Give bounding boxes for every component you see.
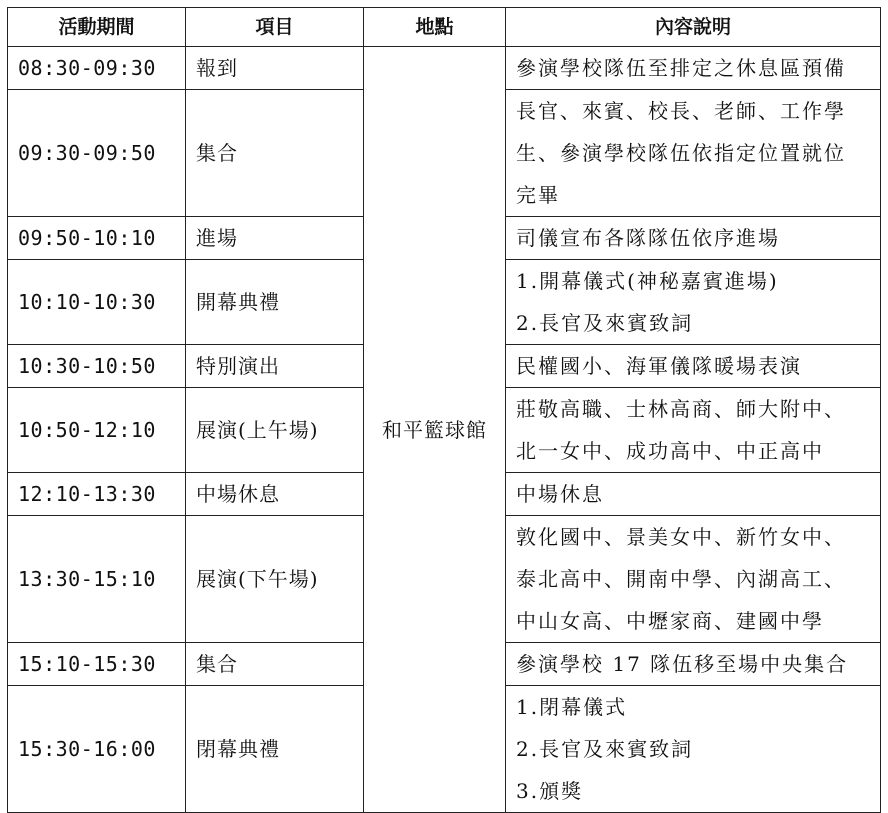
cell-time: 10:30-10:50 (8, 345, 186, 388)
desc-line: 生、參演學校隊伍依指定位置就位 (516, 141, 846, 165)
desc-line: 3.頒獎 (516, 779, 584, 803)
cell-item: 集合 (186, 643, 364, 686)
cell-desc (506, 643, 881, 686)
schedule-table-container (7, 7, 880, 813)
header-desc: 內容說明 (506, 8, 881, 47)
cell-venue: 和平籃球館 (364, 47, 506, 813)
cell-time: 09:50-10:10 (8, 217, 186, 260)
table-row (8, 47, 881, 90)
cell-item: 報到 (186, 47, 364, 90)
cell-desc (506, 686, 881, 813)
cell-desc (506, 345, 881, 388)
cell-item: 特別演出 (186, 345, 364, 388)
cell-time: 15:10-15:30 (8, 643, 186, 686)
cell-desc (506, 47, 881, 90)
cell-time: 15:30-16:00 (8, 686, 186, 813)
desc-line: 北一女中、成功高中、中正高中 (516, 439, 824, 463)
cell-item: 展演(下午場) (186, 516, 364, 643)
cell-time: 13:30-15:10 (8, 516, 186, 643)
desc-line: 完畢 (516, 183, 560, 207)
desc-line: 2.長官及來賓致詞 (516, 737, 694, 761)
cell-desc (506, 516, 881, 643)
schedule-table (7, 7, 881, 813)
cell-time: 10:50-12:10 (8, 388, 186, 473)
cell-item: 開幕典禮 (186, 260, 364, 345)
cell-desc (506, 260, 881, 345)
cell-time: 12:10-13:30 (8, 473, 186, 516)
desc-line: 中場休息 (516, 482, 604, 506)
cell-time: 10:10-10:30 (8, 260, 186, 345)
cell-time: 09:30-09:50 (8, 90, 186, 217)
cell-desc (506, 217, 881, 260)
desc-line: 長官、來賓、校長、老師、工作學 (516, 99, 846, 123)
cell-item: 展演(上午場) (186, 388, 364, 473)
desc-line: 1.開幕儀式(神秘嘉賓進場) (516, 269, 779, 293)
cell-item: 進場 (186, 217, 364, 260)
desc-line: 1.閉幕儀式 (516, 695, 628, 719)
desc-line: 民權國小、海軍儀隊暖場表演 (516, 354, 802, 378)
desc-line: 參演學校 17 隊伍移至場中央集合 (516, 652, 849, 676)
desc-line: 泰北高中、開南中學、內湖高工、 (516, 567, 846, 591)
header-row (8, 8, 881, 47)
cell-item: 中場休息 (186, 473, 364, 516)
header-venue: 地點 (364, 8, 506, 47)
header-item: 項目 (186, 8, 364, 47)
cell-item: 閉幕典禮 (186, 686, 364, 813)
desc-line: 莊敬高職、士林高商、師大附中、 (516, 397, 846, 421)
desc-line: 中山女高、中壢家商、建國中學 (516, 609, 824, 633)
cell-desc (506, 388, 881, 473)
cell-item: 集合 (186, 90, 364, 217)
cell-time: 08:30-09:30 (8, 47, 186, 90)
header-time: 活動期間 (8, 8, 186, 47)
cell-desc (506, 473, 881, 516)
desc-line: 參演學校隊伍至排定之休息區預備 (516, 56, 846, 80)
desc-line: 司儀宣布各隊隊伍依序進場 (516, 226, 780, 250)
desc-line: 2.長官及來賓致詞 (516, 311, 694, 335)
cell-desc (506, 90, 881, 217)
desc-line: 敦化國中、景美女中、新竹女中、 (516, 525, 846, 549)
